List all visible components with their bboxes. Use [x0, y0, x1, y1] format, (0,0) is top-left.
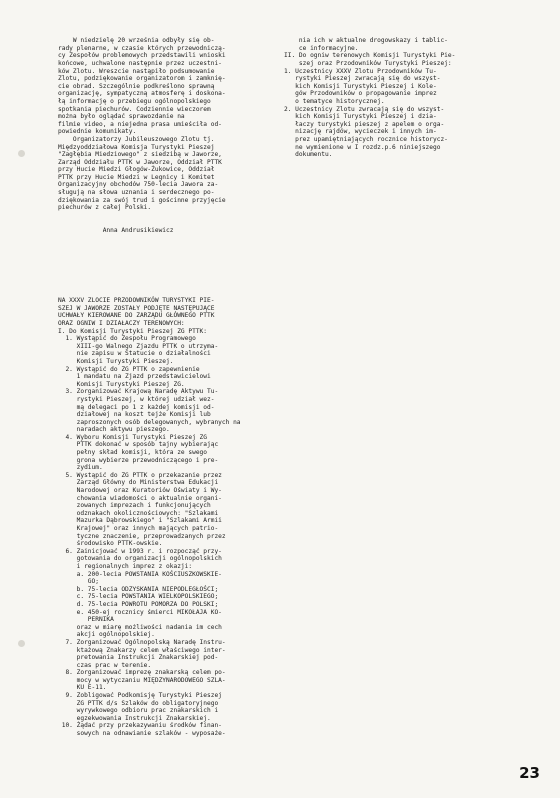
- punch-hole: [18, 640, 25, 647]
- text-column-bottom: [58, 282, 320, 753]
- resolutions-text: NA XXXV ZLOCIE PRZODOWNIKÓW TURYSTYKI PIE- SZEJ W JAWORZE ZOSTAŁY PODJĘTE NASTĘPUJĄCE UCHWAŁY KIEROWANE DO ZARZĄDU GŁÓWNEGO PTTK ORAZ OGNIW I DZIAŁACZY TERENOWYCH: I. Do Komisji Turystyki Pieszej ZG PTTK: 1. Wystąpić do Zespołu Programowego XIII-go Walnego Zjazdu PTTK o utrzyma- nie zapisu w Statucie o działalności Komisji Turystyki Pieszej. 2. Wystąpić do ZG PTTK o zapewnienie 1 mandatu na Zjazd przedstawicielowi Komisji Turystyki Pieszej ZG. 3. Zorganizować Krajową Naradę Aktywu Tu- rystyki Pieszej, w której udział wez- mą delegaci po 1 z każdej komisji od- działowej na koszt tejże Komisji lub zaproszonych osób delegowanych, wybranych na naradach aktywu pieszego. 4. Wyboru Komisji Turystyki Pieszej ZG PTTK dokonać w sposób tajny wybierając pełny skład komisji, która ze swego grona wybierze przewodniczącego i pre- zydium. 5. Wystąpić do ZG PTTK o przekazanie przez Zarząd Główny do Ministerstwa Edukacji Narodowej oraz Kuratoriów Oświaty i Wy- chowania wiadomości o aktualnie organi- zowanych imprezach i funkcjonujących odznakach okolicznościowych: "Szlakami Mazurka Dąbrowskiego" i "Szlakami Armii Krajowej" oraz innych mających patrio- tyczne znaczenie, przeprowadzanych przez środowisko PTTK-owskie. 6. Zainicjować w 1993 r. i rozpocząć przy- gotowania do organizacji ogólnopolskich i regionalnych imprez z okazji: a. 200-lecia POWSTANIA KOŚCIUSZKOWSKIE- GO; b. 75-lecia ODZYSKANIA NIEPODLEGŁOŚCI; c. 75-lecia POWSTANIA WIELKOPOLSKIEGO; d. 75-lecia POWROTU POMORZA DO POLSKI; e. 450-ej rocznicy śmierci MIKOŁAJA KO- PERNIKA oraz w miarę możliwości nadania im cech akcji ogólnopolskiej. 7. Zorganizować Ogólnopolską Naradę Instru- ktażową Znakarzy celem właściwego inter- pretowania Instrukcji Znakarskiej pod- czas prac w terenie. 8. Zorganizować imprezę znakarską celem po- mocy w wytyczaniu MIĘDZYNARODOWEGO SZLA- KU E-11. 9. Zobligować Podkomisję Turystyki Pieszej ZG PTTK d/s Szlaków do obligatoryjnego wyrywkowego odbioru prac znakarskich i egzekwowania Instrukcji Znakarskiej. 10. Żądać przy przekazywaniu środków finan- sowych na odnawianie szlaków - wyposaże-: [58, 297, 241, 738]
- article-closing-text: W niedzielę 20 września odbyły się ob- rady plenarne, w czasie których przewodniczą- cy Zespołów problemowych przedstawili wnioski końcowe, uchwalone następnie przez uczestni- ków Zlotu. Wreszcie nastąpiło podsumowanie Zlotu, podziękowanie organizatorom i zamknię- cie obrad. Szczególnie podkreślono sprawną organizację, sympatyczną atmosferę i doskona- łą informację o przebiegu ogólnopolskiego spotkania piechurów. Codziennie wieczorem można było oglądać sprawozdanie na filmie video, a niejedna prasa umieściła od- powiednie komunikaty. Organizatorzy Jubileuszowego Zlotu tj. Międzyoddziałowa Komisja Turystyki Pieszej "Zagłębia Miedziowego" z siedzibą w Jaworze, Zarząd Oddziału PTTK w Jaworze, Oddział PTTK przy Hucie Miedzi Głogów-Żukowice, Oddział PTTK przy Hucie Miedzi w Legnicy i Komitet Organizacyjny obchodów 750-lecia Jawora za- sługują na słowa uznania i serdecznego po- dziękowania za swój trud i gościnne przyjęcie piechurów z całej Polski. Anna Andrusikiewicz: [58, 37, 226, 235]
- text-column-top-left: [58, 22, 278, 250]
- punch-hole: [18, 150, 25, 157]
- resolutions-continuation: nia ich w aktualne drogowskazy i tablic- ce informacyjne. II. Do ogniw terenowych Komisji Turystyki Pie- szej oraz Przodowników Turystyki Pieszej: 1. Uczestnicy XXXV Zlotu Przodowników Tu- rystyki Pieszej zwracają się do wszyst- kich Komisji Turystyki Pieszej i Kole- gów Przodowników o propagowanie imprez o tematyce historycznej. 2. Uczestnicy Zlotu zwracają się do wszyst- kich Komisji Turystyki Pieszej i dzia- łaczy turystyki pieszej z apelem o orga- nizację rajdów, wycieczek i innych im- prez upamiętniających rocznice historycz- ne wymienione w I rozdz.p.6 niniejszego dokumentu.: [284, 37, 456, 159]
- text-column-top-right: [284, 22, 524, 174]
- page-number: 23: [519, 764, 540, 782]
